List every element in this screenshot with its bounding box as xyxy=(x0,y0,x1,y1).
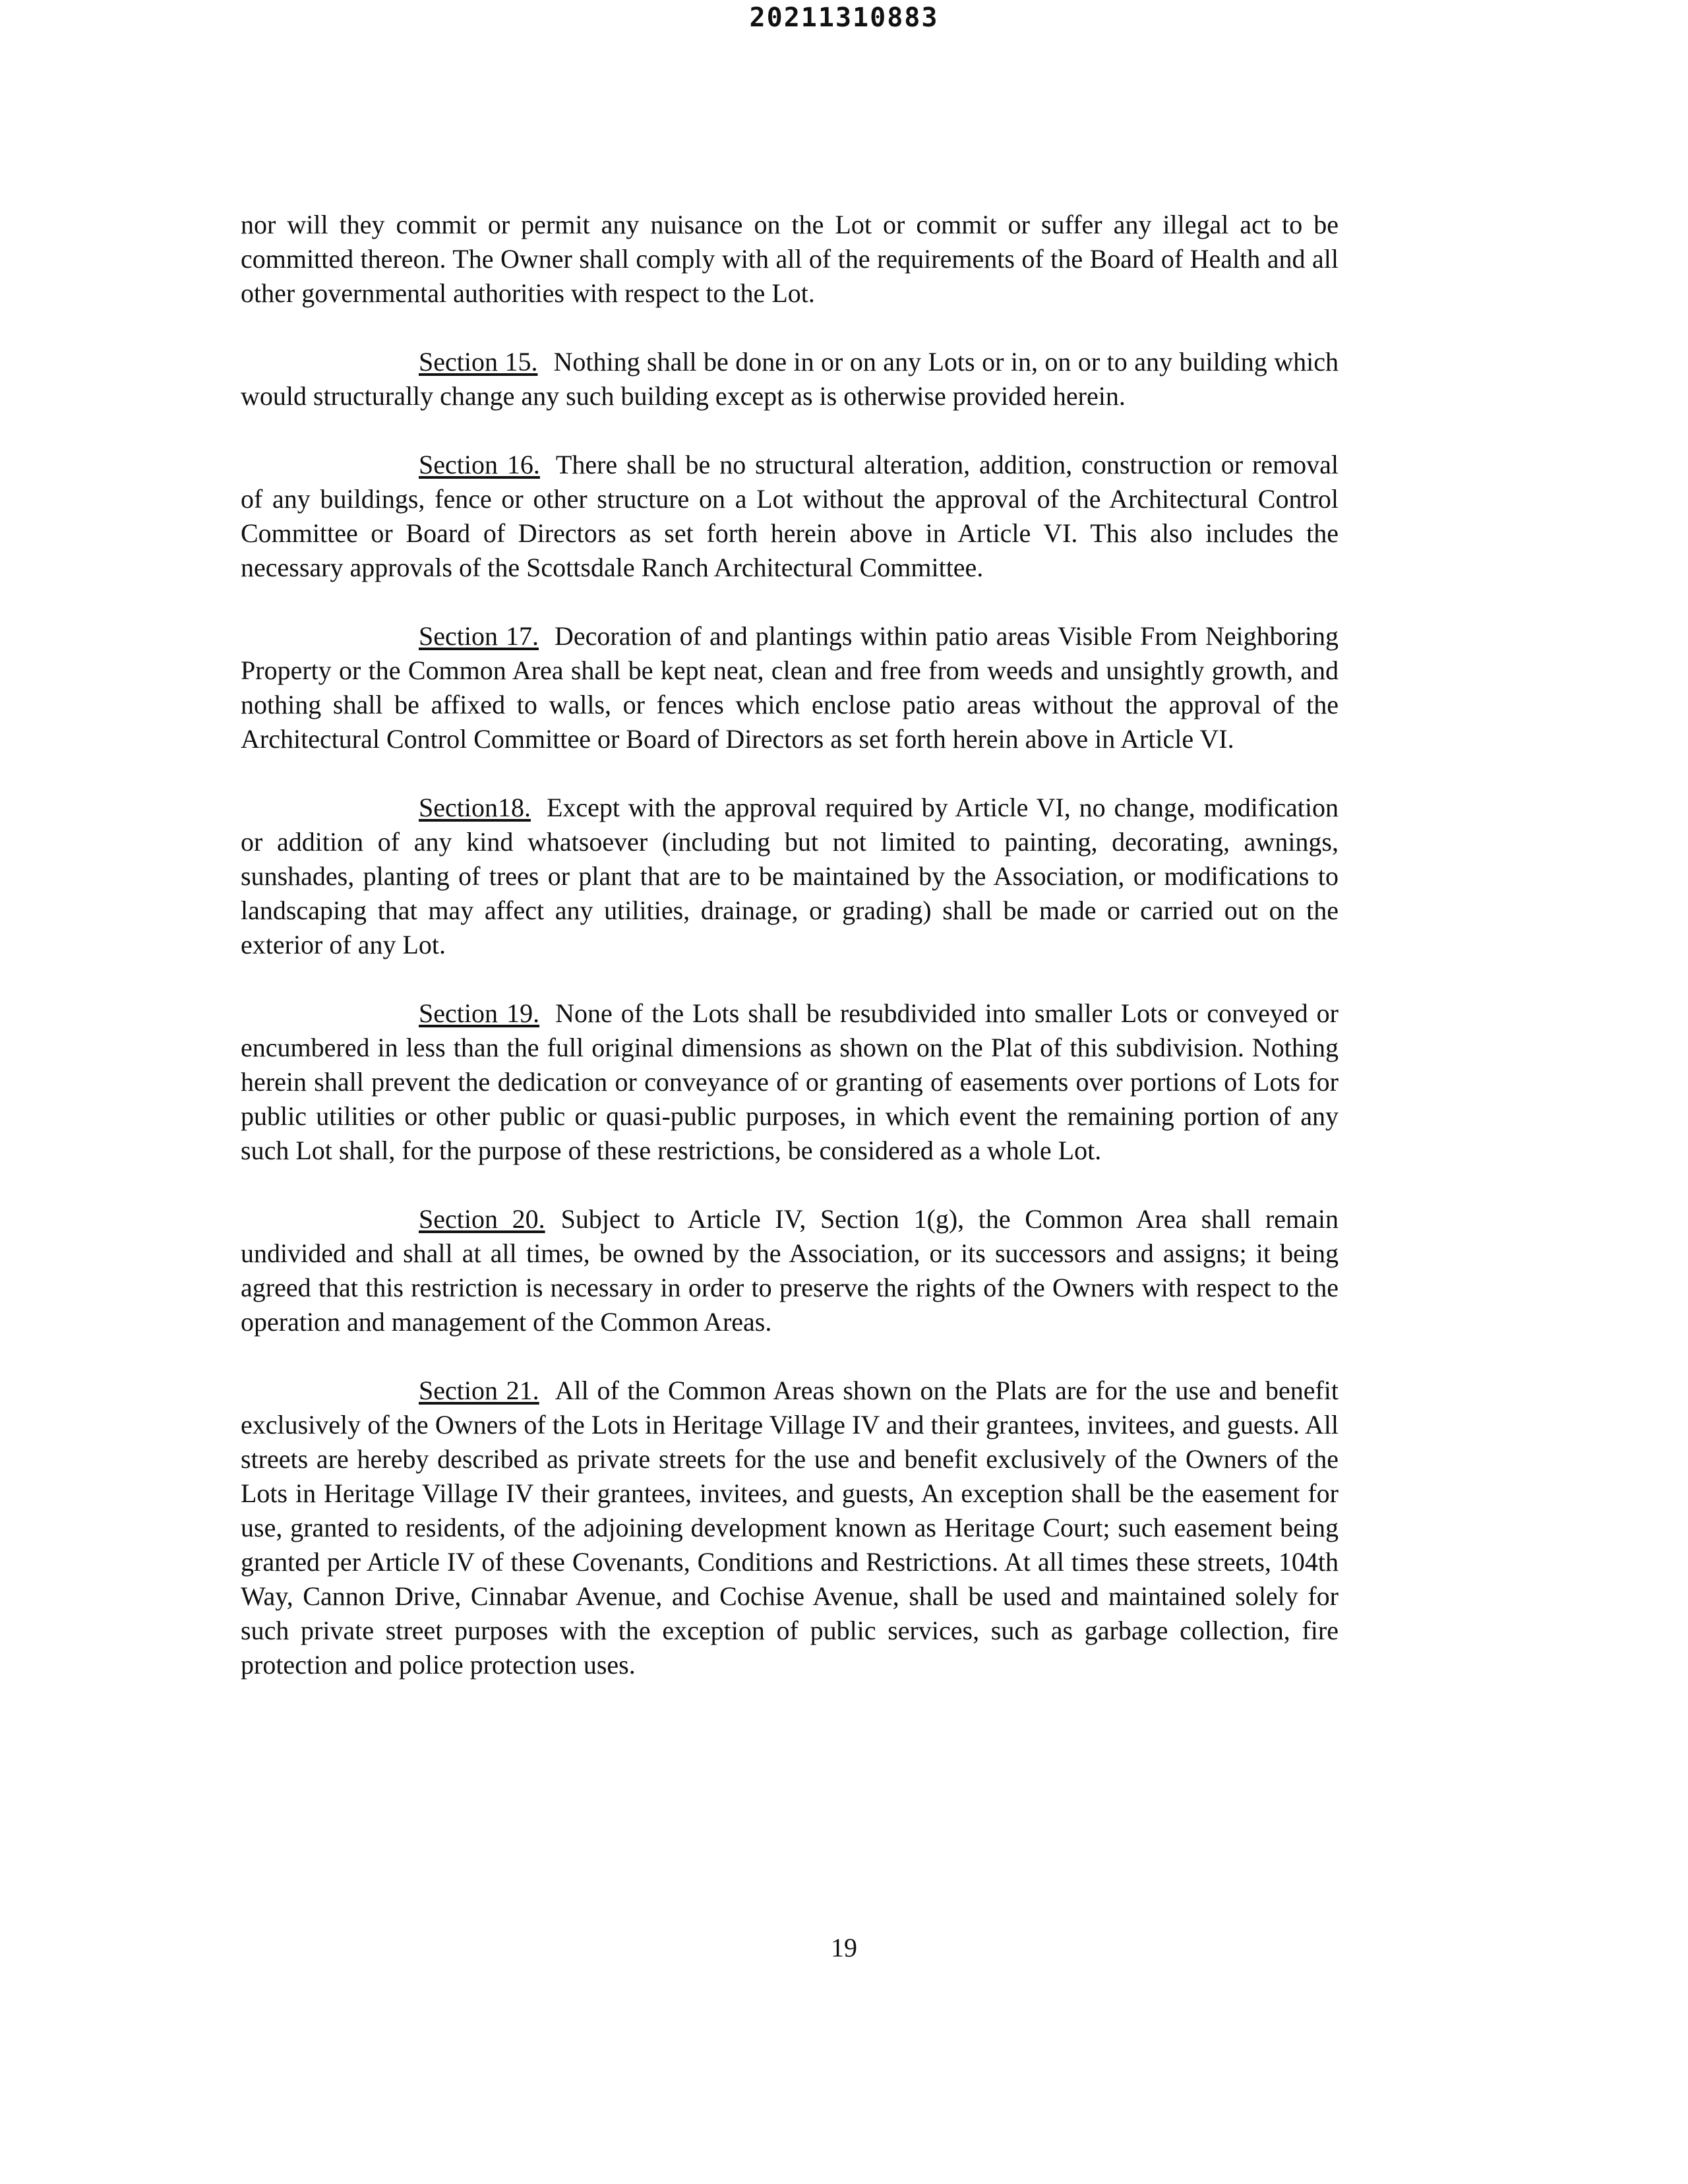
section-20-paragraph xyxy=(241,1202,1339,1339)
section-16-label: Section 16. xyxy=(419,450,540,479)
section-18-paragraph xyxy=(241,791,1339,962)
section-15-paragraph xyxy=(241,345,1339,413)
section-21-label: Section 21. xyxy=(419,1376,539,1405)
section-16-text: There shall be no structural alteration, addition, construction or removal of any buildings, fence or other structure on a Lot without the approval of the Architectural Control Committee or Board of Directors as set forth herein above in Article VI. This also includes the necessary approvals of the Scottsdale Ranch Architectural Committee. xyxy=(241,450,1339,582)
section-20-text: Subject to Article IV, Section 1(g), the Common Area shall remain undivided and shall at all times, be owned by the Association, or its successors and assigns; it being agreed that this restriction is necessary in order to preserve the rights of the Owners with respect to the operation and management of the Common Areas. xyxy=(241,1204,1339,1337)
section-18-text: Except with the approval required by Article VI, no change, modification or addition of any kind whatsoever (including but not limited to painting, decorating, awnings, sunshades, planting of trees or plant that are to be maintained by the Association, or modifications to landscaping that may affect any utilities, drainage, or grading) shall be made or carried out on the exterior of any Lot. xyxy=(241,793,1339,959)
section-19-text: None of the Lots shall be resubdivided into smaller Lots or conveyed or encumbered in less than the full original dimensions as shown on the Plat of this subdivision. Nothing herein shall prevent the dedication or conveyance of or granting of easements over portions of Lots for public utilities or other public or quasi-public purposes, in which event the remaining portion of any such Lot shall, for the purpose of these restrictions, be considered as a whole Lot. xyxy=(241,998,1339,1165)
document-number: 20211310883 xyxy=(749,3,939,33)
section-21-text: All of the Common Areas shown on the Plats are for the use and benefit exclusively of the Owners of the Lots in Heritage Village IV and their grantees, invitees, and guests. All streets are hereby described as private streets for the use and benefit exclusively of the Owners of the Lots in Heritage Village IV their grantees, invitees, and guests, An exception shall be the easement for use, granted to residents, of the adjoining development known as Heritage Court; such easement being granted per Article IV of these Covenants, Conditions and Restrictions. At all times these streets, 104th Way, Cannon Drive, Cinnabar Avenue, and Cochise Avenue, shall be used and maintained solely for such private street purposes with the exception of public services, such as garbage collection, fire protection and police protection uses. xyxy=(241,1376,1339,1680)
page-number: 19 xyxy=(831,1933,857,1962)
section-19-label: Section 19. xyxy=(419,998,540,1028)
section-15-text: Nothing shall be done in or on any Lots or in, on or to any building which would structurally change any such building except as is otherwise provided herein. xyxy=(241,347,1339,411)
document-body xyxy=(241,208,1339,1716)
section-17-paragraph xyxy=(241,619,1339,756)
section-19-paragraph xyxy=(241,996,1339,1168)
section-17-text: Decoration of and plantings within patio areas Visible From Neighboring Property or the Common Area shall be kept neat, clean and free from weeds and unsightly growth, and nothing shall be affixed to walls, or fences which enclose patio areas without the approval of the Architectural Control Committee or Board of Directors as set forth herein above in Article VI. xyxy=(241,621,1339,754)
section-20-label: Section 20. xyxy=(419,1204,545,1234)
section-16-paragraph xyxy=(241,448,1339,585)
section-17-label: Section 17. xyxy=(419,621,539,651)
section-15-label: Section 15. xyxy=(419,347,538,377)
intro-paragraph: nor will they commit or permit any nuisance on the Lot or commit or suffer any illegal act to be committed thereon. The Owner shall comply with all of the requirements of the Board of Health and all other governmental authorities with respect to the Lot. xyxy=(241,210,1339,308)
section-18-label: Section18. xyxy=(419,793,531,822)
section-21-paragraph xyxy=(241,1374,1339,1682)
